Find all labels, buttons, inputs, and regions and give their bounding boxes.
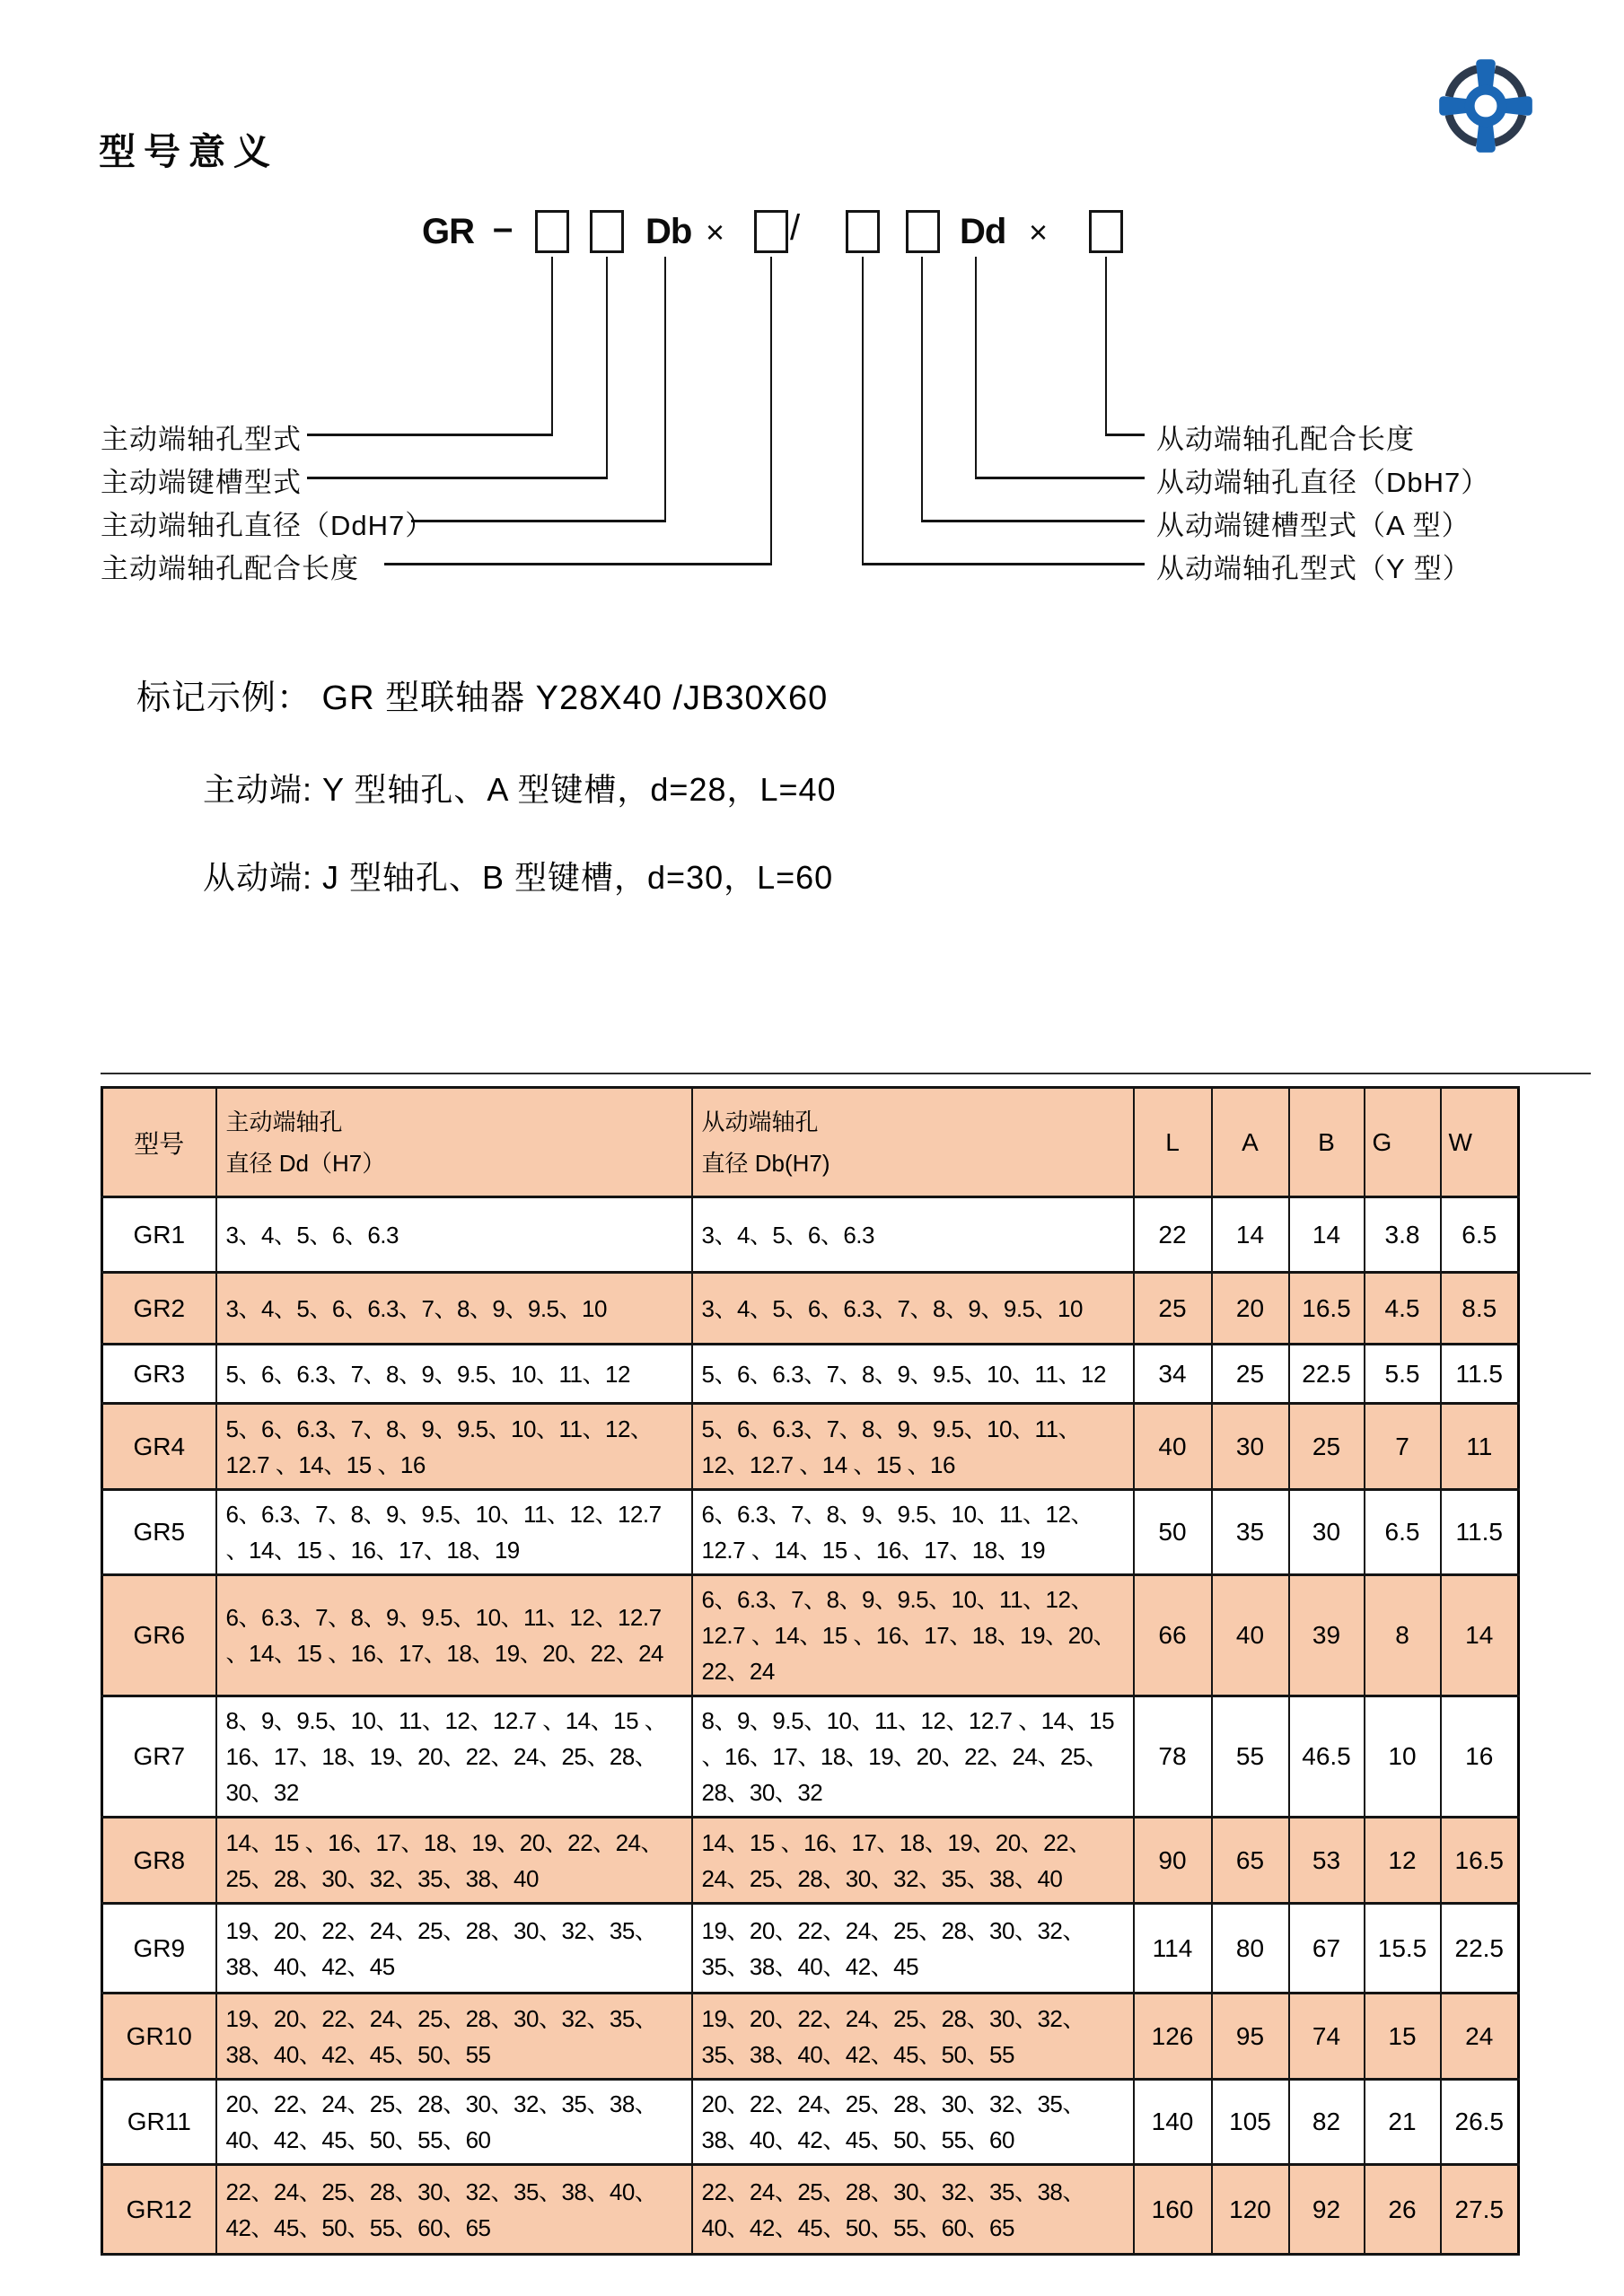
l-cell: 25 [1134, 1273, 1212, 1345]
driving-bores-cell: 6、6.3、7、8、9、9.5、10、11、12、12.7 、14、15 、16、17、18、19 [216, 1490, 692, 1575]
table-row [102, 1490, 1519, 1575]
connector-line [664, 257, 666, 522]
driving-bores-cell: 22、24、25、28、30、32、35、38、40、42、45、50、55、60、65 [216, 2165, 692, 2255]
w-cell: 24 [1441, 1994, 1519, 2080]
formula-dd: Dd [960, 212, 1006, 251]
model-cell: GR7 [102, 1696, 216, 1818]
table-header-row [102, 1088, 1519, 1197]
placeholder-box [846, 210, 880, 253]
g-cell: 8 [1365, 1575, 1441, 1696]
model-cell: GR5 [102, 1490, 216, 1575]
driving-bores-cell: 19、20、22、24、25、28、30、32、35、38、40、42、45、50、55 [216, 1994, 692, 2080]
spec-table-body [102, 1197, 1519, 2255]
example-line: 标记示例： GR 型联轴器 Y28X40 /JB30X60 [136, 679, 829, 717]
connector-line [551, 257, 553, 436]
model-cell: GR2 [102, 1273, 216, 1345]
g-cell: 12 [1365, 1818, 1441, 1904]
table-row [102, 1575, 1519, 1696]
formula-times: × [1029, 214, 1048, 250]
page-title: 型号意义 [99, 131, 278, 172]
g-cell: 21 [1365, 2080, 1441, 2165]
b-cell: 82 [1289, 2080, 1365, 2165]
a-cell: 95 [1212, 1994, 1289, 2080]
a-cell: 105 [1212, 2080, 1289, 2165]
model-cell: GR10 [102, 1994, 216, 2080]
w-cell: 6.5 [1441, 1197, 1519, 1273]
a-cell: 55 [1212, 1696, 1289, 1818]
driven-bores-cell: 19、20、22、24、25、28、30、32、35、38、40、42、45 [692, 1904, 1134, 1994]
g-cell: 5.5 [1365, 1345, 1441, 1404]
driving-bores-cell: 3、4、5、6、6.3、7、8、9、9.5、10 [216, 1273, 692, 1345]
b-cell: 14 [1289, 1197, 1365, 1273]
driven-bores-cell: 8、9、9.5、10、11、12、12.7 、14、15 、16、17、18、19、20、22、24、25、28、30、32 [692, 1696, 1134, 1818]
driving-bores-cell: 19、20、22、24、25、28、30、32、35、38、40、42、45 [216, 1904, 692, 1994]
g-cell: 26 [1365, 2165, 1441, 2255]
w-cell: 14 [1441, 1575, 1519, 1696]
header-driven-line1: 从动端轴孔 [701, 1109, 819, 1135]
table-row [102, 1273, 1519, 1345]
diagram-label-driving-keyway-type: 主动端键槽型式 [101, 467, 302, 498]
driving-bores-cell: 8、9、9.5、10、11、12、12.7 、14、15 、16、17、18、19、20、22、24、25、28、30、32 [216, 1696, 692, 1818]
header-driven-line2: 直径 Db(H7) [701, 1150, 830, 1177]
header-cell-b: B [1289, 1088, 1365, 1197]
g-cell: 3.8 [1365, 1197, 1441, 1273]
w-cell: 22.5 [1441, 1904, 1519, 1994]
example-line: 从动端: J 型轴孔、B 型键槽，d=30，L=60 [203, 859, 834, 896]
diagram-label-driven-bore-dia: 从动端轴孔直径（DbH7） [1156, 467, 1490, 498]
diagram-label-driving-bore-dia: 主动端轴孔直径（DdH7） [101, 510, 435, 541]
table-row [102, 1197, 1519, 1273]
table-row [102, 2165, 1519, 2255]
w-cell: 27.5 [1441, 2165, 1519, 2255]
l-cell: 126 [1134, 1994, 1212, 2080]
g-cell: 4.5 [1365, 1273, 1441, 1345]
header-cell-a: A [1212, 1088, 1289, 1197]
table-row [102, 1994, 1519, 2080]
driving-bores-cell: 5、6、6.3、7、8、9、9.5、10、11、12、12.7 、14、15 、16 [216, 1404, 692, 1490]
a-cell: 14 [1212, 1197, 1289, 1273]
driving-bores-cell: 5、6、6.3、7、8、9、9.5、10、11、12 [216, 1345, 692, 1404]
table-top-rule [101, 1073, 1591, 1074]
b-cell: 74 [1289, 1994, 1365, 2080]
g-cell: 15 [1365, 1994, 1441, 2080]
a-cell: 65 [1212, 1818, 1289, 1904]
table-row [102, 2080, 1519, 2165]
w-cell: 16 [1441, 1696, 1519, 1818]
a-cell: 30 [1212, 1404, 1289, 1490]
connector-line [921, 257, 923, 522]
header-cell-l: L [1134, 1088, 1212, 1197]
driving-bores-cell: 20、22、24、25、28、30、32、35、38、40、42、45、50、55、60 [216, 2080, 692, 2165]
l-cell: 22 [1134, 1197, 1212, 1273]
connector-line [862, 563, 1145, 565]
header-cell-driven [692, 1088, 1134, 1197]
connector-line [307, 477, 608, 479]
driven-bores-cell: 3、4、5、6、6.3、7、8、9、9.5、10 [692, 1273, 1134, 1345]
connector-line [1105, 257, 1107, 436]
connector-line [307, 434, 553, 436]
connector-line [921, 520, 1145, 522]
model-cell: GR9 [102, 1904, 216, 1994]
b-cell: 39 [1289, 1575, 1365, 1696]
b-cell: 30 [1289, 1490, 1365, 1575]
w-cell: 11.5 [1441, 1490, 1519, 1575]
a-cell: 40 [1212, 1575, 1289, 1696]
connector-line [1105, 434, 1145, 436]
driven-bores-cell: 6、6.3、7、8、9、9.5、10、11、12、12.7 、14、15 、16、17、18、19、20、22、24 [692, 1575, 1134, 1696]
w-cell: 16.5 [1441, 1818, 1519, 1904]
formula-times: × [706, 214, 724, 250]
a-cell: 120 [1212, 2165, 1289, 2255]
driven-bores-cell: 3、4、5、6、6.3 [692, 1197, 1134, 1273]
l-cell: 34 [1134, 1345, 1212, 1404]
connector-line [384, 563, 772, 565]
header-driving-line2: 直径 Dd（H7） [225, 1150, 386, 1177]
a-cell: 80 [1212, 1904, 1289, 1994]
formula-prefix: GR [422, 212, 474, 251]
l-cell: 140 [1134, 2080, 1212, 2165]
diagram-label-driving-fit-length: 主动端轴孔配合长度 [101, 553, 359, 584]
g-cell: 15.5 [1365, 1904, 1441, 1994]
a-cell: 20 [1212, 1273, 1289, 1345]
w-cell: 11 [1441, 1404, 1519, 1490]
table-row [102, 1696, 1519, 1818]
formula-dash: – [493, 208, 513, 248]
driving-bores-cell: 14、15 、16、17、18、19、20、22、24、25、28、30、32、35、38、40 [216, 1818, 692, 1904]
driven-bores-cell: 6、6.3、7、8、9、9.5、10、11、12、12.7 、14、15 、16、17、18、19 [692, 1490, 1134, 1575]
placeholder-box [906, 210, 940, 253]
driven-bores-cell: 19、20、22、24、25、28、30、32、35、38、40、42、45、50、55 [692, 1994, 1134, 2080]
spec-table [101, 1086, 1520, 2256]
driven-bores-cell: 20、22、24、25、28、30、32、35、38、40、42、45、50、55、60 [692, 2080, 1134, 2165]
l-cell: 40 [1134, 1404, 1212, 1490]
placeholder-box [590, 210, 624, 253]
connector-line [975, 257, 977, 479]
header-driving-line1: 主动端轴孔 [225, 1109, 343, 1135]
placeholder-box [754, 210, 788, 253]
w-cell: 8.5 [1441, 1273, 1519, 1345]
driving-bores-cell: 3、4、5、6、6.3 [216, 1197, 692, 1273]
connector-line [975, 477, 1145, 479]
diagram-label-driven-bore-type: 从动端轴孔型式（Y 型） [1156, 553, 1471, 584]
connector-line [862, 257, 864, 565]
driven-bores-cell: 5、6、6.3、7、8、9、9.5、10、11、12 [692, 1345, 1134, 1404]
header-cell-driving [216, 1088, 692, 1197]
model-cell: GR6 [102, 1575, 216, 1696]
l-cell: 78 [1134, 1696, 1212, 1818]
driven-bores-cell: 22、24、25、28、30、32、35、38、40、42、45、50、55、60、65 [692, 2165, 1134, 2255]
driven-bores-cell: 5、6、6.3、7、8、9、9.5、10、11、12、12.7 、14 、15 、16 [692, 1404, 1134, 1490]
model-cell: GR11 [102, 2080, 216, 2165]
model-cell: GR1 [102, 1197, 216, 1273]
connector-line [606, 257, 608, 479]
l-cell: 114 [1134, 1904, 1212, 1994]
placeholder-box [535, 210, 569, 253]
w-cell: 26.5 [1441, 2080, 1519, 2165]
l-cell: 160 [1134, 2165, 1212, 2255]
table-row [102, 1404, 1519, 1490]
diagram-label-driving-bore-type: 主动端轴孔型式 [101, 424, 302, 455]
placeholder-box [1089, 210, 1123, 253]
table-row [102, 1818, 1519, 1904]
header-cell-model: 型号 [102, 1088, 216, 1197]
l-cell: 66 [1134, 1575, 1212, 1696]
a-cell: 35 [1212, 1490, 1289, 1575]
b-cell: 53 [1289, 1818, 1365, 1904]
g-cell: 6.5 [1365, 1490, 1441, 1575]
b-cell: 92 [1289, 2165, 1365, 2255]
example-line: 主动端: Y 型轴孔、A 型键槽，d=28，L=40 [203, 771, 837, 808]
table-row [102, 1904, 1519, 1994]
b-cell: 25 [1289, 1404, 1365, 1490]
g-cell: 10 [1365, 1696, 1441, 1818]
header-cell-w: W [1441, 1088, 1519, 1197]
connector-line [770, 257, 772, 565]
b-cell: 22.5 [1289, 1345, 1365, 1404]
model-cell: GR3 [102, 1345, 216, 1404]
formula-slash: / [790, 208, 800, 248]
connector-line [411, 520, 666, 522]
formula-db: Db [645, 212, 692, 251]
b-cell: 16.5 [1289, 1273, 1365, 1345]
l-cell: 50 [1134, 1490, 1212, 1575]
company-logo-icon [1437, 57, 1534, 154]
header-cell-g: G [1365, 1088, 1441, 1197]
b-cell: 67 [1289, 1904, 1365, 1994]
model-cell: GR8 [102, 1818, 216, 1904]
model-cell: GR12 [102, 2165, 216, 2255]
g-cell: 7 [1365, 1404, 1441, 1490]
diagram-label-driven-fit-length: 从动端轴孔配合长度 [1156, 424, 1415, 455]
b-cell: 46.5 [1289, 1696, 1365, 1818]
driven-bores-cell: 14、15 、16、17、18、19、20、22、24、25、28、30、32、35、38、40 [692, 1818, 1134, 1904]
w-cell: 11.5 [1441, 1345, 1519, 1404]
model-cell: GR4 [102, 1404, 216, 1490]
table-row [102, 1345, 1519, 1404]
l-cell: 90 [1134, 1818, 1212, 1904]
diagram-label-driven-keyway-type: 从动端键槽型式（A 型） [1156, 510, 1470, 541]
driving-bores-cell: 6、6.3、7、8、9、9.5、10、11、12、12.7 、14、15 、16、17、18、19、20、22、24 [216, 1575, 692, 1696]
a-cell: 25 [1212, 1345, 1289, 1404]
